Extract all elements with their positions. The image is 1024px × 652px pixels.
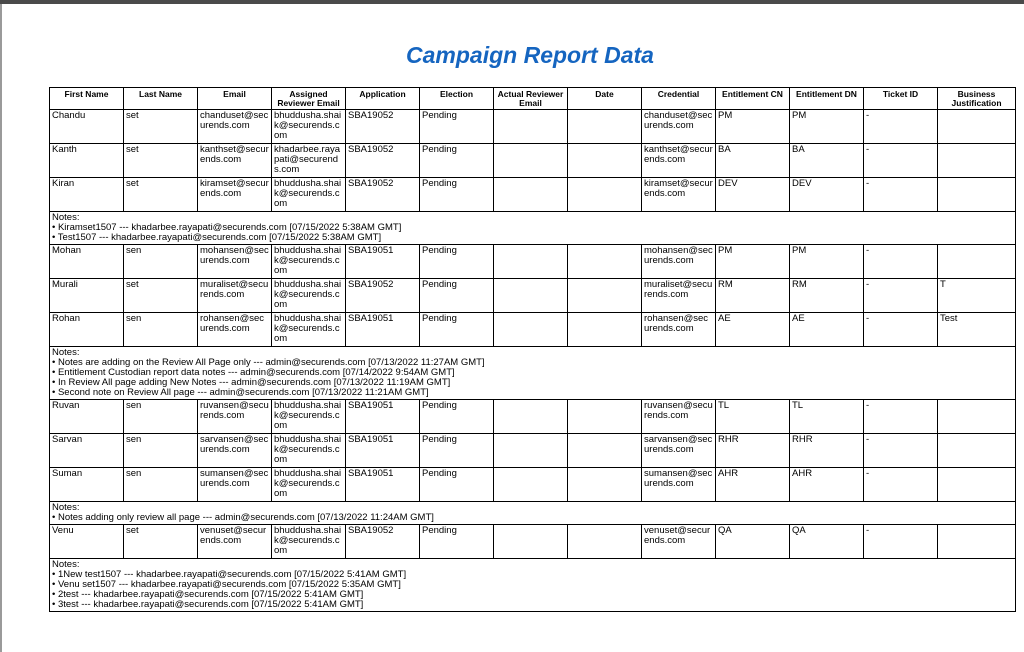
ticket-id-cell: -: [864, 468, 938, 502]
column-header: Credential: [642, 88, 716, 110]
assigned-reviewer-email-cell: bhuddusha.shaik@securends.com: [272, 434, 346, 468]
entitlement-cn-cell: TL: [716, 400, 790, 434]
note-item: • Entitlement Custodian report data notes --- admin@securends.com [07/14/2022 9:54AM GMT]: [52, 368, 1013, 378]
application-cell: SBA19051: [346, 468, 420, 502]
actual-reviewer-email-cell: [494, 434, 568, 468]
application-cell: SBA19051: [346, 434, 420, 468]
first-name-cell: Venu: [50, 525, 124, 559]
election-cell: Pending: [420, 313, 494, 347]
actual-reviewer-email-cell: [494, 279, 568, 313]
note-item: • 1New test1507 --- khadarbee.rayapati@securends.com [07/15/2022 5:41AM GMT]: [52, 570, 1013, 580]
last-name-cell: sen: [124, 434, 198, 468]
credential-cell: ruvansen@securends.com: [642, 400, 716, 434]
column-header: Last Name: [124, 88, 198, 110]
email-cell: chanduset@securends.com: [198, 110, 272, 144]
notes-cell: [50, 347, 1016, 400]
table-row: [50, 313, 1016, 347]
first-name-cell: Ruvan: [50, 400, 124, 434]
last-name-cell: sen: [124, 400, 198, 434]
notes-row: [50, 347, 1016, 400]
notes-row: [50, 502, 1016, 525]
assigned-reviewer-email-cell: bhuddusha.shaik@securends.com: [272, 110, 346, 144]
column-header: Business Justification: [938, 88, 1016, 110]
table-row: [50, 400, 1016, 434]
email-cell: muraliset@securends.com: [198, 279, 272, 313]
last-name-cell: set: [124, 110, 198, 144]
assigned-reviewer-email-cell: bhuddusha.shaik@securends.com: [272, 400, 346, 434]
assigned-reviewer-email-cell: bhuddusha.shaik@securends.com: [272, 245, 346, 279]
entitlement-cn-cell: QA: [716, 525, 790, 559]
email-cell: sumansen@securends.com: [198, 468, 272, 502]
first-name-cell: Suman: [50, 468, 124, 502]
election-cell: Pending: [420, 110, 494, 144]
ticket-id-cell: -: [864, 144, 938, 178]
actual-reviewer-email-cell: [494, 525, 568, 559]
table-row: [50, 525, 1016, 559]
election-cell: Pending: [420, 525, 494, 559]
election-cell: Pending: [420, 468, 494, 502]
date-cell: [568, 468, 642, 502]
first-name-cell: Kanth: [50, 144, 124, 178]
business-justification-cell: [938, 434, 1016, 468]
ticket-id-cell: -: [864, 178, 938, 212]
actual-reviewer-email-cell: [494, 400, 568, 434]
email-cell: rohansen@securends.com: [198, 313, 272, 347]
credential-cell: kiramset@securends.com: [642, 178, 716, 212]
credential-cell: sumansen@securends.com: [642, 468, 716, 502]
business-justification-cell: [938, 525, 1016, 559]
column-header: First Name: [50, 88, 124, 110]
assigned-reviewer-email-cell: bhuddusha.shaik@securends.com: [272, 313, 346, 347]
election-cell: Pending: [420, 400, 494, 434]
date-cell: [568, 400, 642, 434]
email-cell: kanthset@securends.com: [198, 144, 272, 178]
business-justification-cell: [938, 178, 1016, 212]
last-name-cell: sen: [124, 468, 198, 502]
note-item: • In Review All page adding New Notes --- admin@securends.com [07/13/2022 11:19AM GMT]: [52, 378, 1013, 388]
entitlement-cn-cell: AHR: [716, 468, 790, 502]
campaign-report-table: [49, 87, 1016, 612]
business-justification-cell: Test: [938, 313, 1016, 347]
ticket-id-cell: -: [864, 525, 938, 559]
column-header: Application: [346, 88, 420, 110]
table-header-row: [50, 88, 1016, 110]
application-cell: SBA19052: [346, 279, 420, 313]
last-name-cell: sen: [124, 245, 198, 279]
last-name-cell: set: [124, 144, 198, 178]
notes-label: Notes:: [52, 502, 80, 513]
column-header: Ticket ID: [864, 88, 938, 110]
application-cell: SBA19052: [346, 525, 420, 559]
election-cell: Pending: [420, 434, 494, 468]
date-cell: [568, 245, 642, 279]
ticket-id-cell: -: [864, 110, 938, 144]
assigned-reviewer-email-cell: bhuddusha.shaik@securends.com: [272, 279, 346, 313]
column-header: Election: [420, 88, 494, 110]
date-cell: [568, 144, 642, 178]
entitlement-dn-cell: QA: [790, 525, 864, 559]
date-cell: [568, 313, 642, 347]
window-top-border: [0, 0, 1024, 4]
ticket-id-cell: -: [864, 400, 938, 434]
notes-label: Notes:: [52, 559, 80, 570]
date-cell: [568, 525, 642, 559]
entitlement-cn-cell: BA: [716, 144, 790, 178]
entitlement-cn-cell: PM: [716, 110, 790, 144]
note-item: • Notes adding only review all page --- admin@securends.com [07/13/2022 11:24AM GMT]: [52, 513, 1013, 523]
entitlement-cn-cell: PM: [716, 245, 790, 279]
email-cell: venuset@securends.com: [198, 525, 272, 559]
email-cell: mohansen@securends.com: [198, 245, 272, 279]
table-body: [50, 110, 1016, 612]
credential-cell: mohansen@securends.com: [642, 245, 716, 279]
business-justification-cell: [938, 468, 1016, 502]
email-cell: sarvansen@securends.com: [198, 434, 272, 468]
note-item: • 3test --- khadarbee.rayapati@securends.com [07/15/2022 5:41AM GMT]: [52, 600, 1013, 610]
entitlement-dn-cell: AHR: [790, 468, 864, 502]
business-justification-cell: [938, 144, 1016, 178]
table-row: [50, 110, 1016, 144]
actual-reviewer-email-cell: [494, 245, 568, 279]
election-cell: Pending: [420, 178, 494, 212]
date-cell: [568, 434, 642, 468]
column-header: Entitlement CN: [716, 88, 790, 110]
date-cell: [568, 279, 642, 313]
actual-reviewer-email-cell: [494, 468, 568, 502]
business-justification-cell: [938, 245, 1016, 279]
business-justification-cell: [938, 400, 1016, 434]
last-name-cell: sen: [124, 313, 198, 347]
notes-label: Notes:: [52, 212, 80, 223]
note-item: • Notes are adding on the Review All Page only --- admin@securends.com [07/13/2022 11:27AM GMT]: [52, 358, 1013, 368]
election-cell: Pending: [420, 245, 494, 279]
entitlement-cn-cell: DEV: [716, 178, 790, 212]
actual-reviewer-email-cell: [494, 313, 568, 347]
last-name-cell: set: [124, 525, 198, 559]
ticket-id-cell: -: [864, 279, 938, 313]
entitlement-dn-cell: RM: [790, 279, 864, 313]
table-row: [50, 468, 1016, 502]
assigned-reviewer-email-cell: bhuddusha.shaik@securends.com: [272, 468, 346, 502]
first-name-cell: Rohan: [50, 313, 124, 347]
table-row: [50, 144, 1016, 178]
last-name-cell: set: [124, 178, 198, 212]
entitlement-dn-cell: RHR: [790, 434, 864, 468]
column-header: Assigned Reviewer Email: [272, 88, 346, 110]
application-cell: SBA19052: [346, 178, 420, 212]
application-cell: SBA19052: [346, 144, 420, 178]
table-row: [50, 245, 1016, 279]
column-header: Email: [198, 88, 272, 110]
application-cell: SBA19052: [346, 110, 420, 144]
notes-cell: [50, 559, 1016, 612]
credential-cell: chanduset@securends.com: [642, 110, 716, 144]
window-left-border: [0, 4, 2, 652]
application-cell: SBA19051: [346, 400, 420, 434]
date-cell: [568, 178, 642, 212]
last-name-cell: set: [124, 279, 198, 313]
notes-row: [50, 212, 1016, 245]
first-name-cell: Mohan: [50, 245, 124, 279]
actual-reviewer-email-cell: [494, 144, 568, 178]
email-cell: kiramset@securends.com: [198, 178, 272, 212]
election-cell: Pending: [420, 144, 494, 178]
actual-reviewer-email-cell: [494, 110, 568, 144]
application-cell: SBA19051: [346, 313, 420, 347]
column-header: Entitlement DN: [790, 88, 864, 110]
assigned-reviewer-email-cell: bhuddusha.shaik@securends.com: [272, 178, 346, 212]
entitlement-dn-cell: BA: [790, 144, 864, 178]
ticket-id-cell: -: [864, 313, 938, 347]
application-cell: SBA19051: [346, 245, 420, 279]
credential-cell: kanthset@securends.com: [642, 144, 716, 178]
notes-cell: [50, 212, 1016, 245]
notes-label: Notes:: [52, 347, 80, 358]
credential-cell: venuset@securends.com: [642, 525, 716, 559]
note-item: • Test1507 --- khadarbee.rayapati@securends.com [07/15/2022 5:38AM GMT]: [52, 233, 1013, 243]
entitlement-dn-cell: DEV: [790, 178, 864, 212]
column-header: Date: [568, 88, 642, 110]
column-header: Actual Reviewer Email: [494, 88, 568, 110]
page-title: Campaign Report Data: [406, 42, 654, 68]
entitlement-dn-cell: TL: [790, 400, 864, 434]
note-item: • 2test --- khadarbee.rayapati@securends.com [07/15/2022 5:41AM GMT]: [52, 590, 1013, 600]
note-item: • Second note on Review All page --- admin@securends.com [07/13/2022 11:21AM GMT]: [52, 388, 1013, 398]
first-name-cell: Murali: [50, 279, 124, 313]
first-name-cell: Kiran: [50, 178, 124, 212]
election-cell: Pending: [420, 279, 494, 313]
entitlement-dn-cell: PM: [790, 110, 864, 144]
entitlement-dn-cell: AE: [790, 313, 864, 347]
credential-cell: rohansen@securends.com: [642, 313, 716, 347]
assigned-reviewer-email-cell: bhuddusha.shaik@securends.com: [272, 525, 346, 559]
notes-cell: [50, 502, 1016, 525]
ticket-id-cell: -: [864, 434, 938, 468]
actual-reviewer-email-cell: [494, 178, 568, 212]
entitlement-dn-cell: PM: [790, 245, 864, 279]
first-name-cell: Sarvan: [50, 434, 124, 468]
note-item: • Venu set1507 --- khadarbee.rayapati@securends.com [07/15/2022 5:35AM GMT]: [52, 580, 1013, 590]
business-justification-cell: T: [938, 279, 1016, 313]
first-name-cell: Chandu: [50, 110, 124, 144]
note-item: • Kiramset1507 --- khadarbee.rayapati@securends.com [07/15/2022 5:38AM GMT]: [52, 223, 1013, 233]
table-row: [50, 279, 1016, 313]
entitlement-cn-cell: RHR: [716, 434, 790, 468]
entitlement-cn-cell: AE: [716, 313, 790, 347]
email-cell: ruvansen@securends.com: [198, 400, 272, 434]
table-row: [50, 178, 1016, 212]
credential-cell: sarvansen@securends.com: [642, 434, 716, 468]
business-justification-cell: [938, 110, 1016, 144]
assigned-reviewer-email-cell: khadarbee.rayapati@securends.com: [272, 144, 346, 178]
table-row: [50, 434, 1016, 468]
credential-cell: muraliset@securends.com: [642, 279, 716, 313]
entitlement-cn-cell: RM: [716, 279, 790, 313]
date-cell: [568, 110, 642, 144]
notes-row: [50, 559, 1016, 612]
ticket-id-cell: -: [864, 245, 938, 279]
